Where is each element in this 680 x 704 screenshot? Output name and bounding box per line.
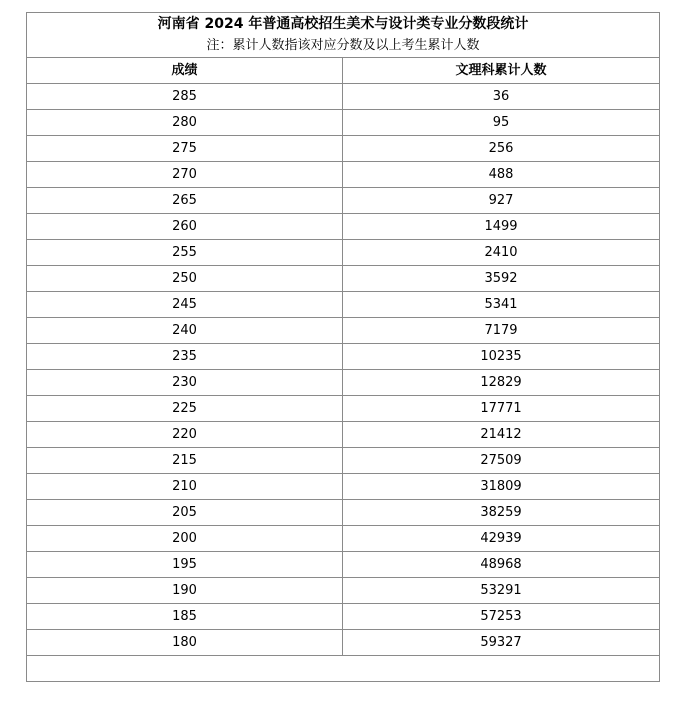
table-row — [27, 578, 660, 604]
table-row — [27, 552, 660, 578]
cumulative-count-cell: 53291 — [343, 578, 660, 604]
cumulative-count-cell: 21412 — [343, 422, 660, 448]
column-header-cumulative: 文理科累计人数 — [343, 58, 660, 84]
score-cell: 195 — [27, 552, 343, 578]
table-row — [27, 370, 660, 396]
score-cell: 180 — [27, 630, 343, 656]
table-row — [27, 266, 660, 292]
table-row — [27, 188, 660, 214]
score-cell: 210 — [27, 474, 343, 500]
cumulative-count-cell: 38259 — [343, 500, 660, 526]
table-row — [27, 604, 660, 630]
table-row — [27, 448, 660, 474]
table-row — [27, 344, 660, 370]
cumulative-count-cell: 42939 — [343, 526, 660, 552]
table-row — [27, 318, 660, 344]
table-row — [27, 240, 660, 266]
score-cell: 285 — [27, 84, 343, 110]
title-cell — [27, 13, 660, 58]
cumulative-count-cell: 927 — [343, 188, 660, 214]
cumulative-count-cell: 10235 — [343, 344, 660, 370]
table-row — [27, 422, 660, 448]
table-row — [27, 526, 660, 552]
column-header-score: 成绩 — [27, 58, 343, 84]
score-cell: 225 — [27, 396, 343, 422]
table-row — [27, 84, 660, 110]
cumulative-count-cell: 7179 — [343, 318, 660, 344]
cumulative-count-cell: 95 — [343, 110, 660, 136]
score-distribution-table — [26, 12, 660, 682]
score-cell: 275 — [27, 136, 343, 162]
score-cell: 255 — [27, 240, 343, 266]
table-row — [27, 214, 660, 240]
cumulative-count-cell: 31809 — [343, 474, 660, 500]
score-cell: 215 — [27, 448, 343, 474]
score-cell: 200 — [27, 526, 343, 552]
cumulative-count-cell: 48968 — [343, 552, 660, 578]
score-cell: 185 — [27, 604, 343, 630]
cumulative-count-cell: 17771 — [343, 396, 660, 422]
score-cell: 205 — [27, 500, 343, 526]
score-cell: 190 — [27, 578, 343, 604]
cumulative-count-cell: 2410 — [343, 240, 660, 266]
cumulative-count-cell: 12829 — [343, 370, 660, 396]
table-row — [27, 396, 660, 422]
cumulative-count-cell: 3592 — [343, 266, 660, 292]
table-row — [27, 110, 660, 136]
score-cell: 235 — [27, 344, 343, 370]
table-note: 注：累计人数指该对应分数及以上考生累计人数 — [206, 38, 480, 53]
cumulative-count-cell: 57253 — [343, 604, 660, 630]
table-title: 河南省 2024 年普通高校招生美术与设计类专业分数段统计 — [157, 16, 529, 32]
score-cell: 280 — [27, 110, 343, 136]
score-cell: 265 — [27, 188, 343, 214]
score-cell: 240 — [27, 318, 343, 344]
cumulative-count-cell: 36 — [343, 84, 660, 110]
header-row — [27, 58, 660, 84]
table-row — [27, 630, 660, 656]
table-row — [27, 474, 660, 500]
blank-cell — [27, 656, 660, 682]
score-cell: 245 — [27, 292, 343, 318]
title-row — [27, 13, 660, 58]
blank-row — [27, 656, 660, 682]
cumulative-count-cell: 5341 — [343, 292, 660, 318]
score-cell: 220 — [27, 422, 343, 448]
score-cell: 260 — [27, 214, 343, 240]
score-cell: 230 — [27, 370, 343, 396]
table-row — [27, 136, 660, 162]
cumulative-count-cell: 256 — [343, 136, 660, 162]
table-row — [27, 162, 660, 188]
cumulative-count-cell: 27509 — [343, 448, 660, 474]
cumulative-count-cell: 59327 — [343, 630, 660, 656]
table-row — [27, 500, 660, 526]
cumulative-count-cell: 1499 — [343, 214, 660, 240]
score-cell: 250 — [27, 266, 343, 292]
table-row — [27, 292, 660, 318]
cumulative-count-cell: 488 — [343, 162, 660, 188]
score-cell: 270 — [27, 162, 343, 188]
